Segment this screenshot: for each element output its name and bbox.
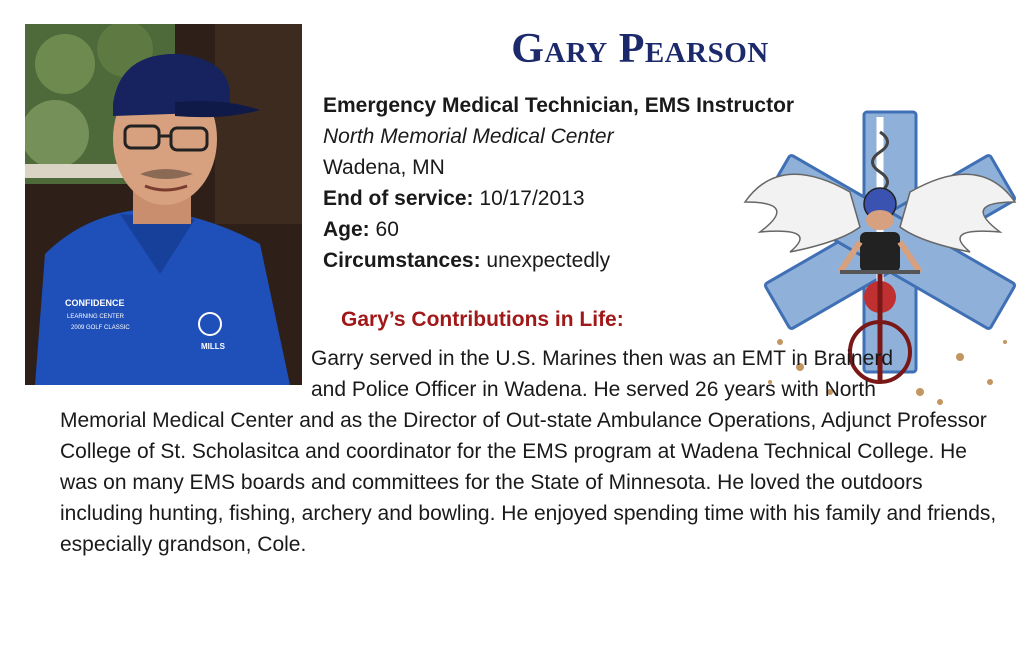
age-line bbox=[323, 214, 794, 245]
age-label: Age: bbox=[323, 218, 370, 241]
end-of-service-label: End of service: bbox=[323, 187, 474, 210]
shirt-logo-subtext: LEARNING CENTER bbox=[67, 314, 125, 320]
end-of-service-value: 10/17/2013 bbox=[479, 187, 585, 210]
portrait-illustration bbox=[25, 24, 302, 385]
age-value: 60 bbox=[375, 218, 399, 241]
portrait-photo bbox=[25, 24, 302, 385]
name-title: Gary Pearson bbox=[511, 26, 769, 72]
location-line: Wadena, MN bbox=[323, 156, 445, 179]
contributions-text-top bbox=[311, 343, 1011, 405]
shirt-patch-text: MILLS bbox=[201, 342, 225, 351]
role-line: Emergency Medical Technician, EMS Instructor bbox=[323, 94, 795, 117]
story-line-2: and Police Officer in Wadena. He served 26 years with North bbox=[311, 378, 876, 401]
end-of-service-line bbox=[323, 183, 794, 214]
circumstances-line bbox=[323, 245, 794, 276]
organization-line: North Memorial Medical Center bbox=[323, 125, 614, 148]
contributions-text-body: Memorial Medical Center and as the Director of Out-state Ambulance Operations, Adjunct Professor College of St. Scholasitca and coordinator for the EMS program at Wadena Technical College. He was on many EMS boards and committees for the State of Minnesota. He loved the outdoors including hunting, fishing, archery and bowling. He enjoyed spending time with his family and friends, especially grandson, Cole. bbox=[60, 409, 997, 556]
shirt-logo-text: CONFIDENCE bbox=[65, 298, 125, 308]
shirt-logo-subtext-2: 2009 GOLF CLASSIC bbox=[71, 325, 130, 331]
story-line-1: Garry served in the U.S. Marines then was an EMT in Brainerd bbox=[311, 347, 894, 370]
contributions-heading: Gary’s Contributions in Life: bbox=[341, 308, 624, 331]
circumstances-label: Circumstances: bbox=[323, 249, 481, 272]
info-block bbox=[323, 90, 794, 276]
circumstances-value: unexpectedly bbox=[486, 249, 611, 272]
